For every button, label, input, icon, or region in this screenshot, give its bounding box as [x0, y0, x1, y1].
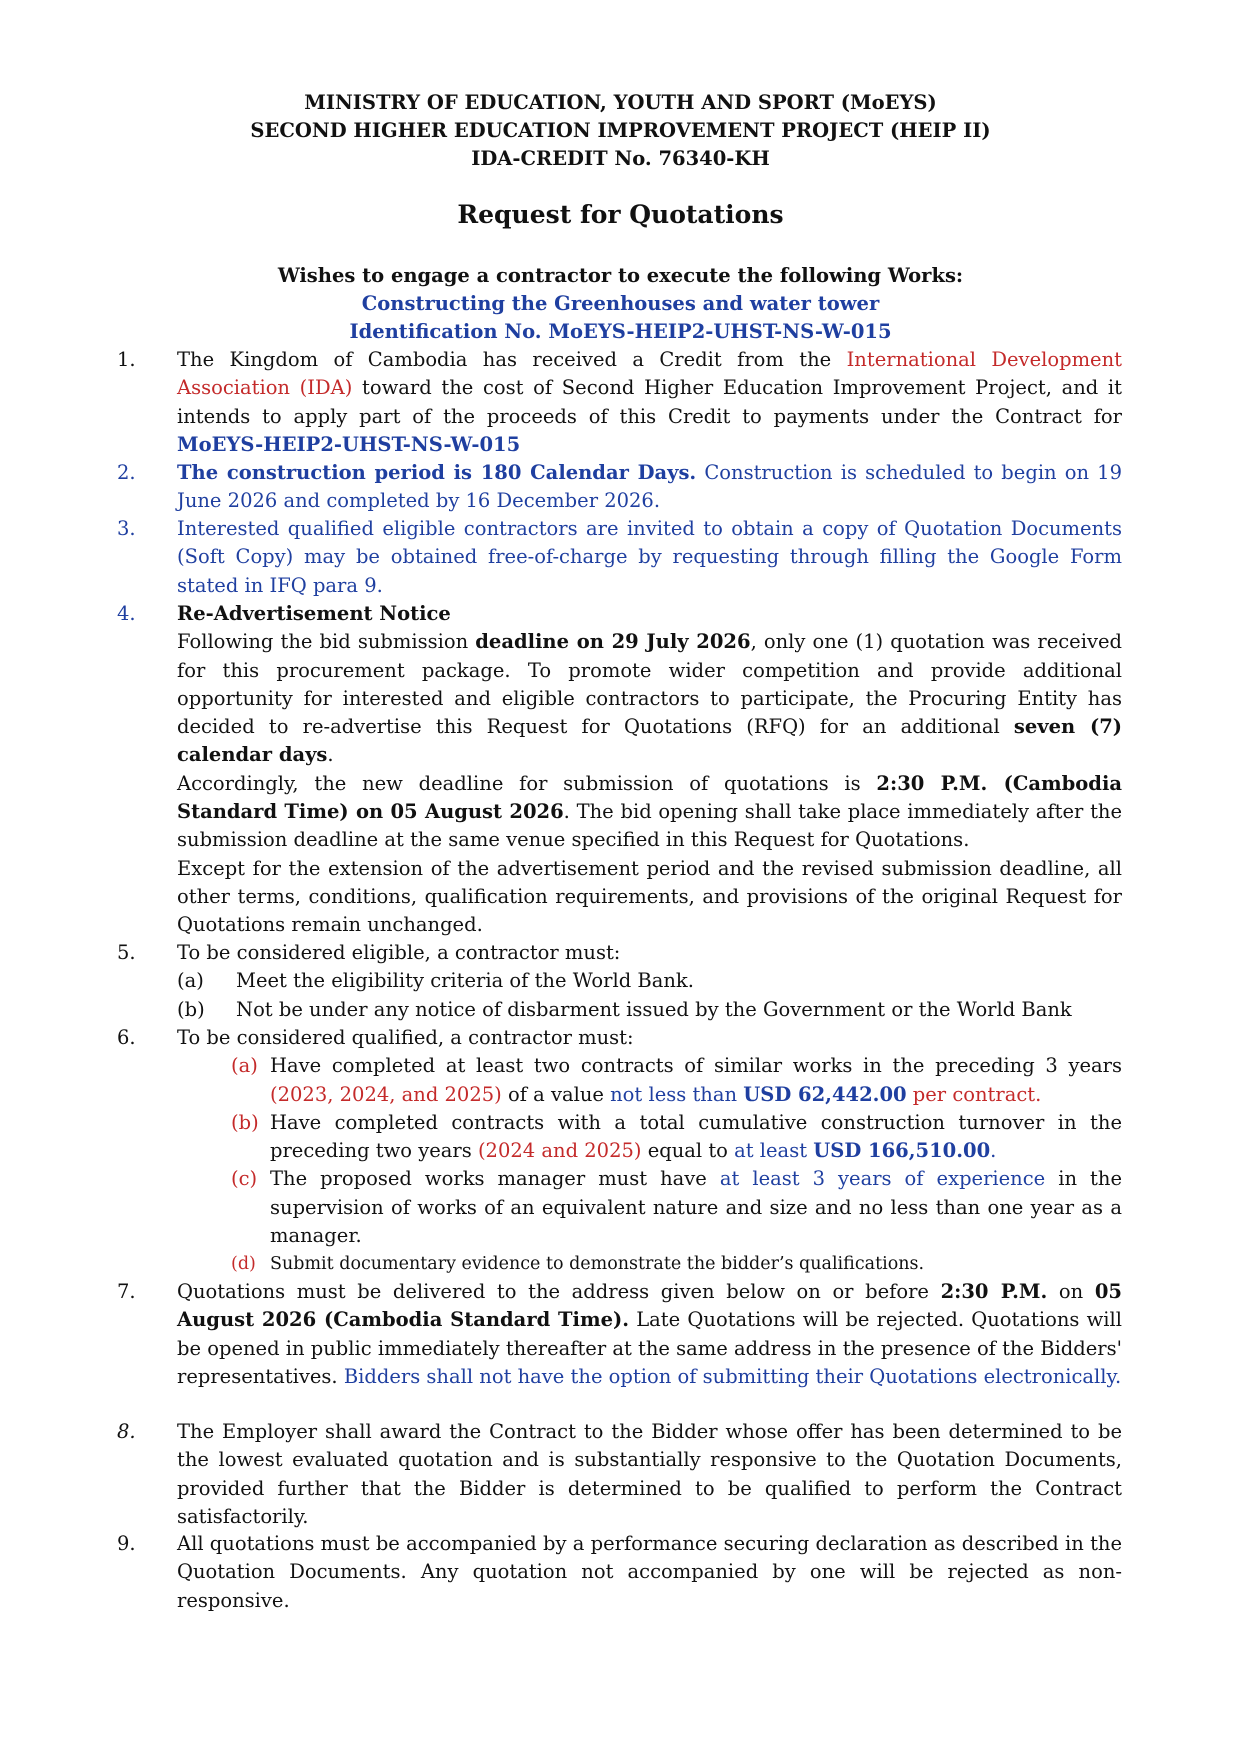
item-text [177, 600, 1122, 940]
page-title: Request for Quotations [457, 200, 784, 229]
text-run: Construction is scheduled to begin on 19 June 2026 and completed by 16 December 2026. [177, 461, 1122, 513]
text-run-red: (2024 and 2025) [477, 1139, 642, 1163]
text-run-red: per contract. [906, 1082, 1042, 1106]
text-run-bold: 2:30 P.M. (Cambodia Standard Time) on 05 August 2026 [177, 771, 1122, 824]
sub-item [177, 996, 1122, 1024]
paragraph: To be considered eligible, a contractor must: [177, 941, 621, 964]
sub-item-label: (b) [177, 997, 205, 1021]
text-run-blue: . [990, 1139, 997, 1163]
sub-item-label: (a) [177, 969, 204, 993]
item-text [177, 459, 1122, 516]
paragraph: Except for the extension of the advertisement period and the revised submission deadline, all other terms, conditions, qualification requirements, and provisions of the original Request for Quotations remain unchanged. [177, 856, 1122, 937]
text-run: The Kingdom of Cambodia has received a Credit from the [177, 348, 847, 371]
sub-item-label: (a) [231, 1054, 258, 1078]
credit-heading: IDA-CREDIT No. 76340-KH [471, 147, 770, 170]
item-number: 4. [117, 602, 136, 625]
item-number: 6. [117, 1026, 136, 1049]
text-run: Have completed at least two contracts of similar works in the preceding 3 years [270, 1054, 1122, 1078]
sub-item-text: Not be under any notice of disbarment issued by the Government or the World Bank [236, 997, 1072, 1021]
item-text [177, 346, 1122, 459]
item-text [177, 1024, 1122, 1279]
text-run: Quotations must be delivered to the address given below on or before [177, 1280, 941, 1303]
text-run: in the supervision of works of an equivalent nature and size and no less than one year as a manager. [270, 1167, 1122, 1248]
item-number: 3. [117, 517, 136, 540]
text-run: on [1047, 1280, 1095, 1303]
text-run: Have completed contracts with a total cumulative construction turnover in the preceding two years [270, 1110, 1122, 1163]
item-text: Interested qualified eligible contractors are invited to obtain a copy of Quotation Documents (Soft Copy) may be obtained free-of-charge by requesting through filling the Google Form stated in IFQ para 9. [177, 517, 1122, 597]
text-run-red: International Development Association (IDA) [177, 348, 1122, 400]
text-run: Following the bid submission [177, 630, 476, 654]
text-run: equal to [641, 1139, 735, 1163]
text-run-bold: 05 August 2026 (Cambodia Standard Time). [177, 1280, 1122, 1332]
sub-item [177, 1052, 1122, 1109]
amount: USD 166,510.00 [813, 1139, 991, 1163]
sub-item-text: Meet the eligibility criteria of the World Bank. [236, 969, 694, 993]
item-number: 8. [117, 1420, 136, 1443]
text-run-blue: at least 3 years of experience [719, 1167, 1046, 1191]
item-number: 2. [117, 461, 136, 484]
text-run-bold: deadline on 29 July 2026 [475, 630, 751, 654]
text-run-blue: not less than [610, 1082, 744, 1106]
text-run: of a value [501, 1082, 611, 1106]
intro-line: Wishes to engage a contractor to execute the following Works: [277, 264, 964, 287]
sub-item-label: (d) [231, 1254, 256, 1275]
item-text: All quotations must be accompanied by a performance securing declaration as described in the Quotation Documents. Any quotation not accompanied by one will be rejected as non-responsive. [177, 1532, 1122, 1612]
project-heading: SECOND HIGHER EDUCATION IMPROVEMENT PROJECT (HEIP II) [250, 119, 991, 142]
sub-item [177, 1250, 1122, 1278]
notice-title: Re-Advertisement Notice [177, 602, 451, 625]
text-run: The proposed works manager must have [270, 1167, 720, 1191]
text-run-red: (2023, 2024, and 2025) [270, 1082, 502, 1106]
sub-item [177, 967, 1122, 995]
text-run: . [327, 743, 334, 767]
item-number: 7. [117, 1280, 136, 1303]
item-number: 1. [117, 348, 136, 371]
text-run: . The bid opening shall take place immediately after the submission deadline at the same venue specified in this Request for Quotations. [177, 800, 1123, 852]
text-run: Accordingly, the new deadline for submission of quotations is [177, 771, 877, 795]
sub-item [177, 1165, 1122, 1250]
sub-item [177, 1109, 1122, 1166]
identification-number: Identification No. MoEYS-HEIP2-UHST-NS-W-015 [349, 320, 892, 343]
paragraph: To be considered qualified, a contractor must: [177, 1026, 634, 1049]
construction-period: The construction period is 180 Calendar Days. [177, 461, 697, 484]
text-run-bold: seven (7) calendar days [177, 715, 1122, 767]
text-run: toward the cost of Second Higher Education Improvement Project, and it intends to apply part of the proceeds of this Credit to payments under the Contract for [177, 376, 1122, 428]
sub-item-text: Submit documentary evidence to demonstrate the bidder’s qualifications. [270, 1254, 925, 1275]
item-text: The Employer shall award the Contract to the Bidder whose offer has been determined to be the lowest evaluated quotation and is substantially responsive to the Quotation Documents, provided further that the Bidder is determined to be qualified to perform the Contract satisfactorily. [177, 1420, 1122, 1528]
amount: USD 62,442.00 [743, 1082, 907, 1106]
item-text [177, 939, 1122, 1024]
text-run-blue: at least [734, 1139, 814, 1163]
text-run-bold: 2:30 P.M. [940, 1280, 1048, 1303]
text-run: , only one (1) quotation was received for this procurement package. To promote wider competition and provide additional opportunity for interested and eligible contractors to participate, the Procuring Entity has decided to re-advertise this Request for Quotations (RFQ) for an additional [177, 630, 1122, 739]
text-run: Late Quotations will be rejected. Quotations will be opened in public immediately thereafter at the same address in the presence of the Bidders' representatives. [177, 1308, 1123, 1388]
item-text [177, 1278, 1122, 1391]
sub-item-label: (b) [231, 1110, 259, 1134]
contract-id: MoEYS-HEIP2-UHST-NS-W-015 [177, 432, 521, 456]
works-title: Constructing the Greenhouses and water tower [361, 292, 880, 315]
text-run-blue: Bidders shall not have the option of submitting their Quotations electronically. [343, 1364, 1122, 1388]
ministry-heading: MINISTRY OF EDUCATION, YOUTH AND SPORT (MoEYS) [304, 91, 937, 114]
item-number: 9. [117, 1532, 136, 1555]
item-number: 5. [117, 941, 136, 964]
sub-item-label: (c) [231, 1167, 258, 1191]
